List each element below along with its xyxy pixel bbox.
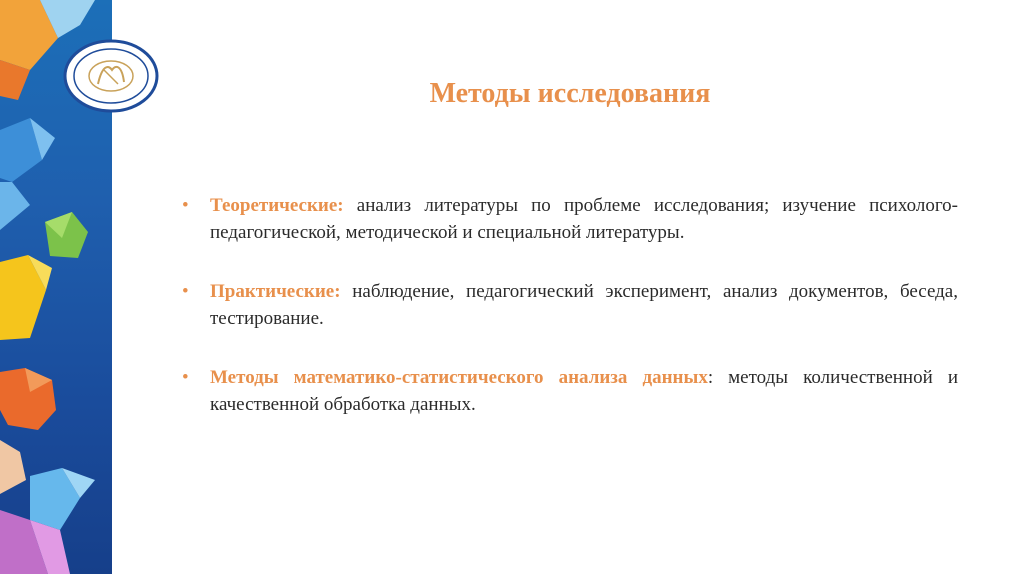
- list-item: [182, 278, 958, 332]
- slide-title: Методы исследования: [429, 78, 711, 109]
- bullet-text: наблюдение, педагогический эксперимент, анализ документов, беседа, тестирование.: [210, 281, 958, 329]
- methods-list: [182, 192, 958, 450]
- bullet-label: Методы математико-статистического анализа данных: [210, 367, 708, 388]
- bullet-text: анализ литературы по проблеме исследования; изучение психолого-педагогической, методической и специальной литературы.: [210, 195, 958, 243]
- list-item: [182, 192, 958, 246]
- university-logo: [62, 38, 160, 114]
- bullet-label: Практические:: [210, 281, 341, 302]
- bullet-text: : методы количественной и качественной обработка данных.: [210, 367, 958, 415]
- list-item: [182, 364, 958, 418]
- bullet-icon: •: [182, 281, 189, 302]
- university-seal-icon: [62, 38, 160, 114]
- bullet-icon: •: [182, 195, 189, 216]
- bullet-label: Теоретические:: [210, 195, 344, 216]
- bullet-icon: •: [182, 367, 189, 388]
